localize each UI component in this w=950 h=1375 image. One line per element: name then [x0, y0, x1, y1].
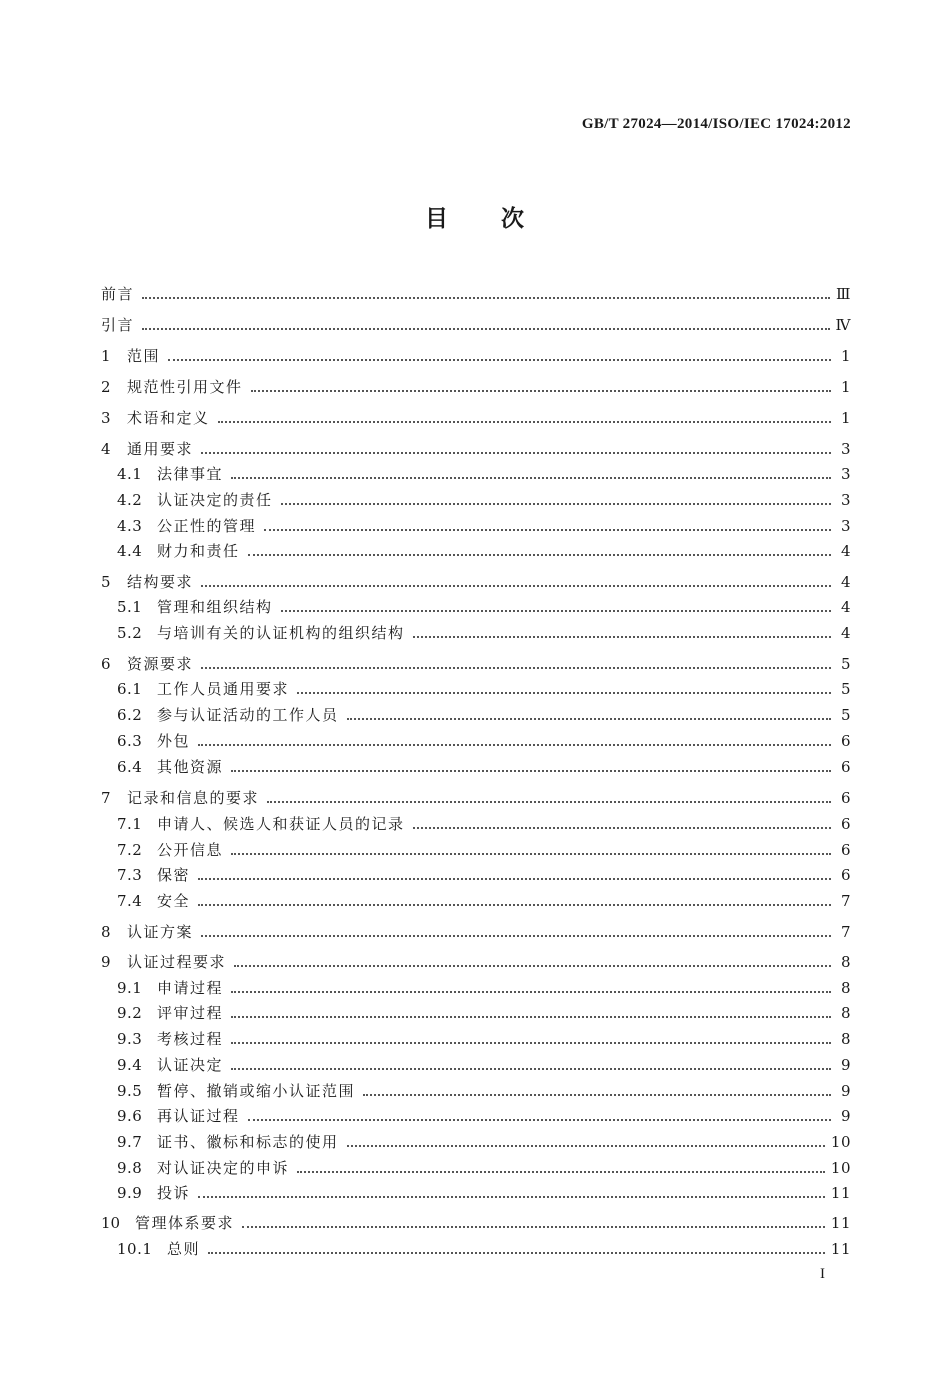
- toc-entry-label: 证书、徽标和标志的使用: [157, 1133, 339, 1151]
- toc-entry-label: 申请过程: [157, 979, 224, 997]
- toc-entry-number: 4: [101, 440, 111, 458]
- toc-dot-leader: [142, 297, 830, 299]
- toc-entry-label: 术语和定义: [127, 409, 210, 427]
- toc-entry-page: 1: [840, 409, 851, 427]
- toc-entry-page: 11: [830, 1240, 851, 1258]
- toc-entry-label: 认证过程要求: [127, 953, 227, 971]
- toc-entry-number: 9: [101, 953, 111, 971]
- toc-entry-number: 4.1: [117, 465, 143, 483]
- toc-entry-label: 引言: [101, 316, 135, 334]
- toc-entry-label: 评审过程: [157, 1004, 224, 1022]
- toc-entry-number: 6.3: [117, 732, 143, 750]
- toc-entry-number: 4.2: [117, 491, 143, 509]
- toc-entry-page: 7: [840, 923, 851, 941]
- toc-entry-page: 11: [830, 1184, 851, 1202]
- toc-entry-number: 8: [101, 923, 111, 941]
- toc-entry-label: 前言: [101, 285, 135, 303]
- toc-entry-page: 8: [840, 1030, 851, 1048]
- toc-entry-number: 10.1: [117, 1240, 153, 1258]
- toc-entry-label: 再认证过程: [157, 1107, 240, 1125]
- toc-entry[interactable]: [117, 1080, 851, 1102]
- toc-entry-number: 7.3: [117, 866, 143, 884]
- toc-entry[interactable]: [117, 864, 851, 886]
- toc-dot-leader: [267, 801, 831, 803]
- toc-entry-page: 3: [840, 491, 851, 509]
- toc-dot-leader: [198, 1196, 825, 1198]
- toc-entry-label: 认证决定的责任: [157, 491, 273, 509]
- toc-entry-label: 保密: [157, 866, 191, 884]
- toc-entry[interactable]: [117, 1157, 851, 1179]
- toc-dot-leader: [201, 452, 831, 454]
- toc-dot-leader: [347, 1145, 825, 1147]
- toc-entry[interactable]: [117, 678, 851, 700]
- toc-entry-page: 4: [840, 624, 851, 642]
- toc-entry[interactable]: [117, 756, 851, 778]
- toc-dot-leader: [234, 965, 831, 967]
- toc-dot-leader: [281, 503, 831, 505]
- toc-entry-number: 9.4: [117, 1056, 143, 1074]
- toc-entry[interactable]: [101, 787, 851, 809]
- toc-entry-page: 8: [840, 1004, 851, 1022]
- toc-entry[interactable]: [117, 515, 851, 537]
- toc-dot-leader: [201, 585, 831, 587]
- toc-dot-leader: [231, 1016, 831, 1018]
- toc-entry-label: 暂停、撤销或缩小认证范围: [157, 1082, 356, 1100]
- toc-entry-label: 安全: [157, 892, 191, 910]
- toc-entry-number: 9.3: [117, 1030, 143, 1048]
- toc-entry-label: 对认证决定的申诉: [157, 1159, 290, 1177]
- toc-entry[interactable]: [117, 1131, 851, 1153]
- toc-dot-leader: [264, 529, 831, 531]
- toc-entry[interactable]: [101, 921, 851, 943]
- toc-entry-number: 5: [101, 573, 111, 591]
- toc-entry[interactable]: [117, 813, 851, 835]
- toc-entry-number: 1: [101, 347, 111, 365]
- toc-dot-leader: [168, 359, 831, 361]
- toc-entry-page: 9: [840, 1056, 851, 1074]
- toc-dot-leader: [413, 636, 831, 638]
- toc-entry-number: 9.5: [117, 1082, 143, 1100]
- toc-entry-label: 记录和信息的要求: [127, 789, 260, 807]
- toc-entry[interactable]: [101, 1212, 851, 1234]
- toc-dot-leader: [231, 853, 831, 855]
- toc-entry[interactable]: [117, 489, 851, 511]
- toc-entry-number: 6.2: [117, 706, 143, 724]
- toc-entry[interactable]: [117, 463, 851, 485]
- toc-entry-page: 10: [830, 1159, 851, 1177]
- toc-entry-label: 财力和责任: [157, 542, 240, 560]
- toc-entry-label: 规范性引用文件: [127, 378, 243, 396]
- toc-entry[interactable]: [101, 407, 851, 429]
- toc-entry[interactable]: [117, 890, 851, 912]
- toc-entry-label: 考核过程: [157, 1030, 224, 1048]
- toc-dot-leader: [347, 718, 831, 720]
- toc-entry-number: 4.4: [117, 542, 143, 560]
- toc-entry-label: 其他资源: [157, 758, 224, 776]
- toc-dot-leader: [198, 904, 831, 906]
- toc-entry-page: 3: [840, 517, 851, 535]
- toc-entry-number: 9.1: [117, 979, 143, 997]
- toc-entry-page: 7: [840, 892, 851, 910]
- toc-entry-number: 9.7: [117, 1133, 143, 1151]
- toc-entry-number: 10: [101, 1214, 121, 1232]
- toc-entry[interactable]: [117, 1238, 851, 1260]
- toc-entry[interactable]: [117, 540, 851, 562]
- toc-entry-number: 9.8: [117, 1159, 143, 1177]
- toc-entry-number: 4.3: [117, 517, 143, 535]
- toc-entry-page: 1: [840, 347, 851, 365]
- toc-entry-label: 通用要求: [127, 440, 194, 458]
- toc-dot-leader: [198, 744, 831, 746]
- title-char-left: 目: [425, 205, 449, 232]
- standard-code: GB/T 27024—2014/ISO/IEC 17024:2012: [581, 116, 851, 132]
- toc-entry-page: 5: [840, 680, 851, 698]
- toc-entry-number: 5.1: [117, 598, 143, 616]
- toc-entry-label: 管理和组织结构: [157, 598, 273, 616]
- toc-entry-page: 3: [840, 440, 851, 458]
- toc-entry-label: 参与认证活动的工作人员: [157, 706, 339, 724]
- toc-entry[interactable]: [117, 839, 851, 861]
- page-title: [0, 200, 950, 233]
- toc-entry[interactable]: [117, 622, 851, 644]
- toc-entry-label: 总则: [167, 1240, 201, 1258]
- toc-entry-number: 6.1: [117, 680, 143, 698]
- toc-entry-label: 公正性的管理: [157, 517, 257, 535]
- toc-entry[interactable]: [117, 1002, 851, 1024]
- toc-entry-number: 7: [101, 789, 111, 807]
- toc-dot-leader: [413, 827, 831, 829]
- toc-dot-leader: [231, 477, 831, 479]
- toc-entry[interactable]: [117, 1182, 851, 1204]
- toc-dot-leader: [218, 421, 831, 423]
- toc-entry-page: 3: [840, 465, 851, 483]
- toc-entry-page: 5: [840, 655, 851, 673]
- toc-entry-number: 7.4: [117, 892, 143, 910]
- toc-entry[interactable]: [101, 376, 851, 398]
- toc-dot-leader: [231, 991, 831, 993]
- toc-dot-leader: [231, 1042, 831, 1044]
- toc-entry-label: 公开信息: [157, 841, 224, 859]
- toc-entry-label: 管理体系要求: [135, 1214, 235, 1232]
- toc-entry-number: 3: [101, 409, 111, 427]
- toc-entry-number: 2: [101, 378, 111, 396]
- toc-entry-page: 5: [840, 706, 851, 724]
- toc-dot-leader: [251, 390, 831, 392]
- page-number: I: [820, 1266, 825, 1282]
- toc-entry-number: 9.6: [117, 1107, 143, 1125]
- toc-entry-page: 10: [830, 1133, 851, 1151]
- toc-dot-leader: [281, 610, 831, 612]
- toc-entry[interactable]: [117, 1054, 851, 1076]
- toc-entry-page: 4: [840, 542, 851, 560]
- toc-entry[interactable]: [101, 571, 851, 593]
- toc-entry-page: 8: [840, 953, 851, 971]
- toc-entry-page: 6: [840, 815, 851, 833]
- toc-entry[interactable]: [101, 314, 851, 336]
- title-char-right: 次: [501, 205, 525, 232]
- toc-entry-number: 6.4: [117, 758, 143, 776]
- toc-entry-page: 6: [840, 789, 851, 807]
- toc-entry[interactable]: [101, 283, 851, 305]
- toc-dot-leader: [142, 328, 829, 330]
- toc-dot-leader: [297, 692, 831, 694]
- toc-dot-leader: [201, 667, 831, 669]
- toc-entry[interactable]: [117, 704, 851, 726]
- toc-entry-number: 7.2: [117, 841, 143, 859]
- toc-dot-leader: [363, 1094, 831, 1096]
- toc-entry-page: 8: [840, 979, 851, 997]
- toc-entry[interactable]: [117, 1028, 851, 1050]
- toc-entry[interactable]: [117, 730, 851, 752]
- toc-entry-label: 投诉: [157, 1184, 191, 1202]
- toc-entry-page: 1: [840, 378, 851, 396]
- toc-entry-page: 6: [840, 758, 851, 776]
- toc-dot-leader: [208, 1252, 825, 1254]
- toc-entry-label: 工作人员通用要求: [157, 680, 290, 698]
- toc-entry-page: Ⅳ: [835, 316, 851, 334]
- toc-entry-label: 范围: [127, 347, 161, 365]
- toc-entry[interactable]: [101, 653, 851, 675]
- toc-dot-leader: [242, 1226, 825, 1228]
- toc-dot-leader: [297, 1171, 825, 1173]
- toc-entry-label: 外包: [157, 732, 191, 750]
- toc-entry[interactable]: [101, 345, 851, 367]
- toc-entry-label: 认证方案: [127, 923, 194, 941]
- toc-entry-page: 9: [840, 1107, 851, 1125]
- toc-dot-leader: [248, 554, 831, 556]
- toc-entry-number: 9.9: [117, 1184, 143, 1202]
- toc-dot-leader: [231, 1068, 831, 1070]
- toc-dot-leader: [231, 770, 831, 772]
- toc-entry-label: 认证决定: [157, 1056, 224, 1074]
- toc-entry-number: 6: [101, 655, 111, 673]
- toc-entry-page: 6: [840, 841, 851, 859]
- toc-entry-page: Ⅲ: [836, 285, 851, 303]
- toc-entry-label: 法律事宜: [157, 465, 224, 483]
- toc-dot-leader: [198, 878, 831, 880]
- toc-entry-label: 结构要求: [127, 573, 194, 591]
- toc-entry-number: 5.2: [117, 624, 143, 642]
- toc-entry-label: 与培训有关的认证机构的组织结构: [157, 624, 405, 642]
- toc-entry[interactable]: [117, 596, 851, 618]
- toc-entry[interactable]: [117, 1105, 851, 1127]
- toc-entry-page: 9: [840, 1082, 851, 1100]
- toc-entry[interactable]: [101, 438, 851, 460]
- toc-dot-leader: [248, 1119, 831, 1121]
- toc-entry-number: 9.2: [117, 1004, 143, 1022]
- toc-entry-page: 11: [830, 1214, 851, 1232]
- toc-entry[interactable]: [101, 951, 851, 973]
- toc-entry-page: 6: [840, 866, 851, 884]
- toc-dot-leader: [201, 935, 831, 937]
- toc-entry-label: 资源要求: [127, 655, 194, 673]
- toc-entry-page: 4: [840, 598, 851, 616]
- toc-entry-page: 4: [840, 573, 851, 591]
- toc-entry-number: 7.1: [117, 815, 143, 833]
- toc-entry-label: 申请人、候选人和获证人员的记录: [157, 815, 405, 833]
- toc-entry[interactable]: [117, 977, 851, 999]
- toc-entry-page: 6: [840, 732, 851, 750]
